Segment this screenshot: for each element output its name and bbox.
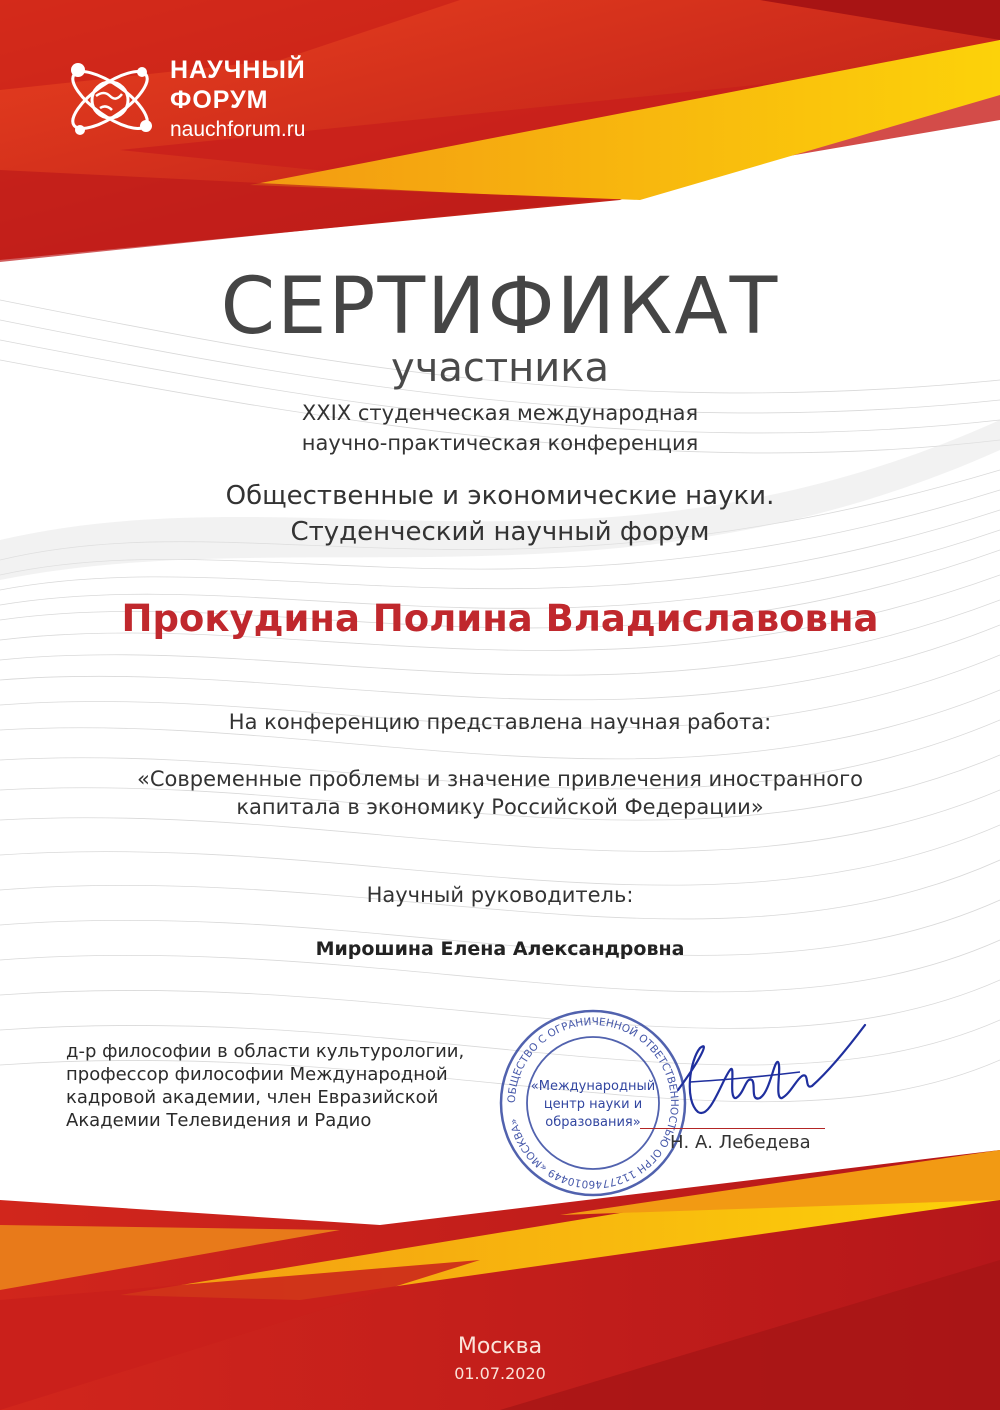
credentials-line3: кадровой академии, член Евразийской xyxy=(66,1087,439,1108)
topic-line2: Студенческий научный форум xyxy=(290,517,710,547)
work-title xyxy=(0,765,1000,821)
topic-line1: Общественные и экономические науки. xyxy=(225,481,775,511)
logo-site: nauchforum.ru xyxy=(170,118,306,141)
stamp-center-line1: «Международный xyxy=(530,1079,656,1094)
footer-city: Москва xyxy=(457,1334,543,1359)
work-intro: На конференцию представлена научная работа: xyxy=(228,710,772,734)
conference-line2: научно-практическая конференция xyxy=(301,431,699,455)
conference-line1: XXIX студенческая международная xyxy=(301,401,699,425)
signature-line xyxy=(640,1128,825,1129)
certificate-title: СЕРТИФИКАТ xyxy=(220,262,780,352)
supervisor-credentials xyxy=(66,1040,506,1132)
logo-title-line2: ФОРУМ xyxy=(170,86,269,114)
stamp-ring-text: ОБЩЕСТВО С ОГРАНИЧЕННОЙ ОТВЕТСТВЕННОСТЬЮ ОГРН 1127746010449 «МОСКВА» xyxy=(505,1015,681,1191)
stamp-center-line2: центр науки и xyxy=(543,1097,643,1112)
footer-date: 01.07.2020 xyxy=(454,1364,546,1383)
logo xyxy=(60,48,360,158)
handwritten-signature xyxy=(670,1020,870,1130)
work-title-line1: «Современные проблемы и значение привлечения иностранного xyxy=(137,767,863,791)
certificate-subtitle: участника xyxy=(391,345,609,391)
atom-globe-icon xyxy=(60,48,160,148)
organization-stamp xyxy=(498,1008,688,1198)
credentials-line1: д-р философии в области культурологии, xyxy=(66,1041,465,1062)
credentials-line2: профессор философии Международной xyxy=(66,1064,448,1085)
supervisor-label: Научный руководитель: xyxy=(366,883,634,907)
conference-description xyxy=(0,398,1000,458)
signer-name: Н. А. Лебедева xyxy=(670,1132,811,1153)
conference-topic xyxy=(0,478,1000,550)
stamp-center-line3: образования» xyxy=(545,1115,641,1130)
logo-title-line1: НАУЧНЫЙ xyxy=(170,56,306,84)
work-title-line2: капитала в экономику Российской Федерации» xyxy=(236,795,764,819)
credentials-line4: Академии Телевидения и Радио xyxy=(66,1110,372,1131)
supervisor-name: Мирошина Елена Александровна xyxy=(315,938,685,960)
participant-name: Прокудина Полина Владиславовна xyxy=(121,597,879,640)
